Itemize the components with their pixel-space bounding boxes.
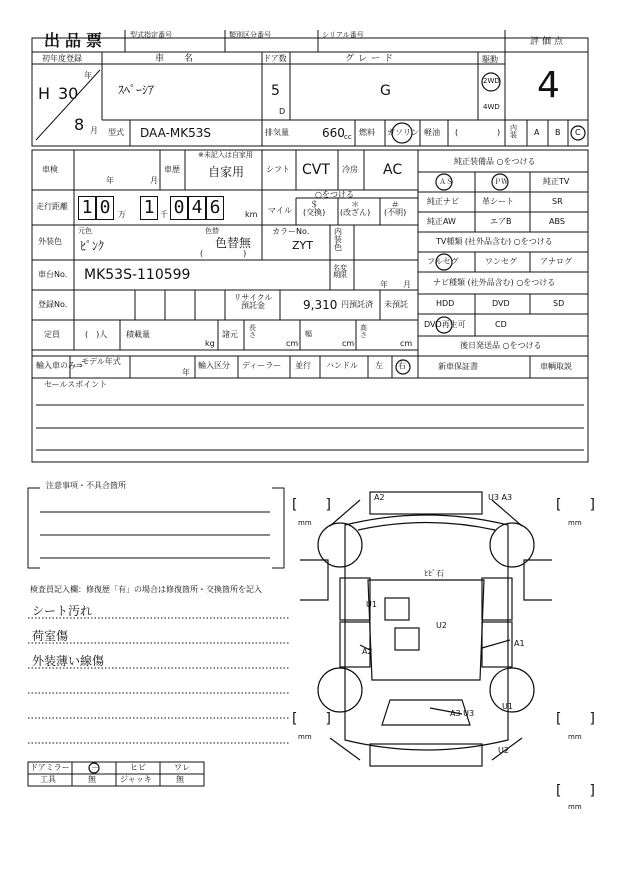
score-value: 4 <box>537 65 560 106</box>
name-change-label: 名変期限 <box>333 264 347 279</box>
jack-value: 無 <box>176 775 184 784</box>
grade-label: グレード <box>345 54 398 64</box>
option-abs: ABS <box>549 217 565 226</box>
option-navi: 純正ナビ <box>427 197 459 206</box>
tampered-option: ＊ (改ざん) <box>340 200 371 217</box>
dealer-option: ディーラー <box>242 361 282 370</box>
notes-header: 注意事項・不具合箇所 <box>46 481 126 490</box>
tools-value: 無 <box>88 775 96 784</box>
chassis-label: 車台No. <box>38 270 68 279</box>
damage-u1-left: U1 <box>366 600 377 609</box>
color-change-label: 色替 <box>205 227 219 235</box>
damage-hibi: ﾋﾋﾞ石 <box>424 569 444 578</box>
navi-sd: SD <box>553 299 565 308</box>
drive-2wd: 2WD <box>483 77 500 85</box>
history-label: 車歴 <box>164 165 180 174</box>
fuel-diesel: 軽油 <box>424 128 440 137</box>
navi-dvd: DVD <box>492 299 510 308</box>
ac-label: 冷房 <box>342 165 358 174</box>
height-cm: cm <box>400 339 413 348</box>
damage-a2-left: A2 <box>362 647 373 656</box>
mileage-digit: 6 <box>206 196 224 220</box>
damage-a1-right: A1 <box>514 639 525 648</box>
recycle-unit: 円預託済 <box>341 300 373 309</box>
shift-label: シフト <box>266 165 290 174</box>
mirror-value: － <box>91 763 99 772</box>
later-warranty: 新車保証書 <box>438 362 478 371</box>
circle-instruction: ○をつける <box>315 190 354 199</box>
mileage-digit: 0 <box>96 196 114 220</box>
damage-u1-right: U1 <box>502 702 513 711</box>
tv-oneseg: ワンセグ <box>485 257 517 266</box>
width-cm: cm <box>342 339 355 348</box>
drive-label: 駆動 <box>482 55 498 64</box>
model-year-unit: 年 <box>182 368 190 377</box>
chassis-value: MK53S-110599 <box>84 267 191 283</box>
displacement-label: 排気量 <box>265 128 289 137</box>
ext-color-label: 外装色 <box>38 237 62 246</box>
month-unit: 月 <box>90 126 98 135</box>
options-header: 純正装備品 ○をつける <box>454 157 536 166</box>
mileage-label: 走行距離 <box>36 202 68 211</box>
grade-value: G <box>380 83 391 99</box>
interior-a: A <box>534 128 540 137</box>
orig-color-label: 元色 <box>78 227 92 235</box>
ac-value: AC <box>383 162 403 178</box>
handle-right: 右 <box>398 361 406 370</box>
car-name-label: 車名 <box>155 54 214 64</box>
private-note: ※未記入は自家用 <box>198 151 253 159</box>
first-reg-label: 初年度登録 <box>42 54 82 63</box>
mm-fl: mm <box>298 519 312 527</box>
navi-cd: CD <box>495 320 507 329</box>
nc-month-unit: 月 <box>403 280 411 289</box>
capacity-label: 定員 <box>44 330 60 339</box>
navi-dvd-play: DVD再生可 <box>424 320 466 329</box>
reg-no-label: 登録No. <box>38 300 68 309</box>
year-unit: 年 <box>84 71 92 80</box>
mileage-digit: 4 <box>188 196 206 220</box>
length-label: 長さ <box>249 324 256 339</box>
nc-year-unit: 年 <box>380 280 388 289</box>
import-type-label: 輸入区分 <box>198 361 230 370</box>
interior-b: B <box>555 128 561 137</box>
model-code-label: 型式 <box>108 128 124 137</box>
inspection-year-unit: 年 <box>106 176 114 185</box>
note-line-3: 外装薄い線傷 <box>32 654 105 668</box>
interior-label: 内装 <box>510 124 517 139</box>
tread-bracket-rr: [ ] <box>556 711 595 727</box>
mm-spare: mm <box>568 803 582 811</box>
mm-rl: mm <box>298 733 312 741</box>
score-label: 評価点 <box>530 37 567 47</box>
handle-left: 左 <box>375 361 383 370</box>
doors-value: 5 <box>271 83 280 99</box>
tv-header: TV種類 (社外品含む) ○をつける <box>436 237 553 246</box>
int-color-label: 内装色 <box>334 227 342 252</box>
option-as: ＡＳ <box>439 178 453 186</box>
era: H <box>38 84 51 103</box>
load-kg: kg <box>205 339 215 348</box>
mileage-digit: 1 <box>78 196 96 220</box>
sen-unit: 千 <box>160 210 168 219</box>
handle-label: ハンドル <box>326 361 358 370</box>
damage-u3a3-top: U3 A3 <box>488 493 513 502</box>
tv-analog: アナログ <box>540 257 572 266</box>
mm-fr: mm <box>568 519 582 527</box>
damage-a3u3-bottom: A3 U3 <box>450 709 475 718</box>
serial-label: シリアル番号 <box>322 31 364 39</box>
mm-rr: mm <box>568 733 582 741</box>
height-label: 高さ <box>360 324 367 339</box>
fuel-label: 燃料 <box>359 128 375 137</box>
damage-u2-bottom: U2 <box>498 746 509 755</box>
navi-header: ナビ種類 (社外品含む) ○をつける <box>433 278 556 287</box>
km-unit: km <box>245 210 258 219</box>
inspector-note: 検査員記入欄：修復歴「有」の場合は修復箇所・交換箇所を記入 <box>30 585 262 594</box>
damage-a2-top: A2 <box>374 493 385 502</box>
color-no-value: ZYT <box>292 239 313 252</box>
length-cm: cm <box>286 339 299 348</box>
break-label: ワレ <box>174 763 190 772</box>
navi-hdd: HDD <box>436 299 455 308</box>
repaint-paren: ( ) <box>200 249 247 258</box>
sales-point-label: セールスポイント <box>44 380 108 389</box>
tread-bracket-fr: [ ] <box>556 497 595 513</box>
tread-bracket-fl: [ ] <box>292 497 331 513</box>
width-label: 幅 <box>305 330 312 338</box>
option-leather: 革シート <box>482 197 514 206</box>
option-sr: SR <box>552 197 563 206</box>
mileage-digit: 0 <box>170 196 188 220</box>
jack-label: ジャッキ <box>120 775 152 784</box>
year: 30 <box>58 84 79 103</box>
repaint-value: 色替無 <box>215 236 252 250</box>
man-unit: 万 <box>118 210 126 219</box>
not-deposited: 未預託 <box>384 300 408 309</box>
option-airbag: エアB <box>490 217 512 226</box>
option-tv: 純正TV <box>543 177 570 186</box>
color-no-label: カラーNo. <box>272 227 310 236</box>
door-type: D <box>279 107 286 116</box>
tv-fullseg: フルセグ <box>427 257 459 266</box>
tools-label: 工具 <box>40 775 56 784</box>
use-value: 自家用 <box>208 165 245 179</box>
note-line-2: 荷室傷 <box>32 629 69 643</box>
class-num-label: 類別区分番号 <box>229 31 271 39</box>
car-name: ｽﾍﾟｰｼｱ <box>118 83 155 97</box>
cc-unit: cc <box>344 133 352 141</box>
recycle-label: リサイクル預託金 <box>233 293 273 310</box>
displacement: 660 <box>322 126 345 140</box>
dims-label: 諸元 <box>222 330 238 339</box>
note-line-1: シート汚れ <box>32 604 93 618</box>
mileage-digit: 1 <box>140 196 158 220</box>
parallel-option: 並行 <box>295 361 311 370</box>
drive-4wd: 4WD <box>483 103 500 111</box>
import-only: 輸入車のみ⇒ <box>36 361 83 370</box>
color-value: ﾋﾟﾝｸ <box>80 239 105 253</box>
capacity-person: ( )人 <box>85 330 108 339</box>
shift-value: CVT <box>302 162 330 178</box>
inspection-month-unit: 月 <box>150 176 158 185</box>
exchange-option: ＄ (交換) <box>303 200 326 217</box>
model-year-label: モデル年式 <box>81 357 121 366</box>
model-cert-label: 型式指定番号 <box>130 31 172 39</box>
option-pw: ＰＷ <box>494 178 508 186</box>
car-diagram <box>300 492 552 766</box>
later-header: 後日発送品 ○をつける <box>460 341 542 350</box>
mile-option: マイル <box>268 206 292 215</box>
option-aw: 純正AW <box>427 217 456 226</box>
inspection-label: 車検 <box>42 165 58 174</box>
crack-label: ヒビ <box>130 763 146 772</box>
recycle-value: 9,310 <box>303 298 338 312</box>
doors-label: ドア数 <box>263 54 287 63</box>
interior-c: C <box>575 128 581 137</box>
month: 8 <box>74 115 85 134</box>
mirror-label: ドアミラー <box>30 763 70 772</box>
later-manual: 車輌取説 <box>540 362 572 371</box>
tread-bracket-rl: [ ] <box>292 711 331 727</box>
load-label: 積載量 <box>126 330 150 339</box>
damage-u2-mid: U2 <box>436 621 447 630</box>
form-title: 出品票 <box>44 31 108 50</box>
unknown-option: ＃ (不明) <box>384 200 407 217</box>
model-code: DAA-MK53S <box>140 126 211 140</box>
tread-bracket-spare: [ ] <box>556 783 595 799</box>
fuel-gasoline: ガソリン <box>387 128 419 137</box>
